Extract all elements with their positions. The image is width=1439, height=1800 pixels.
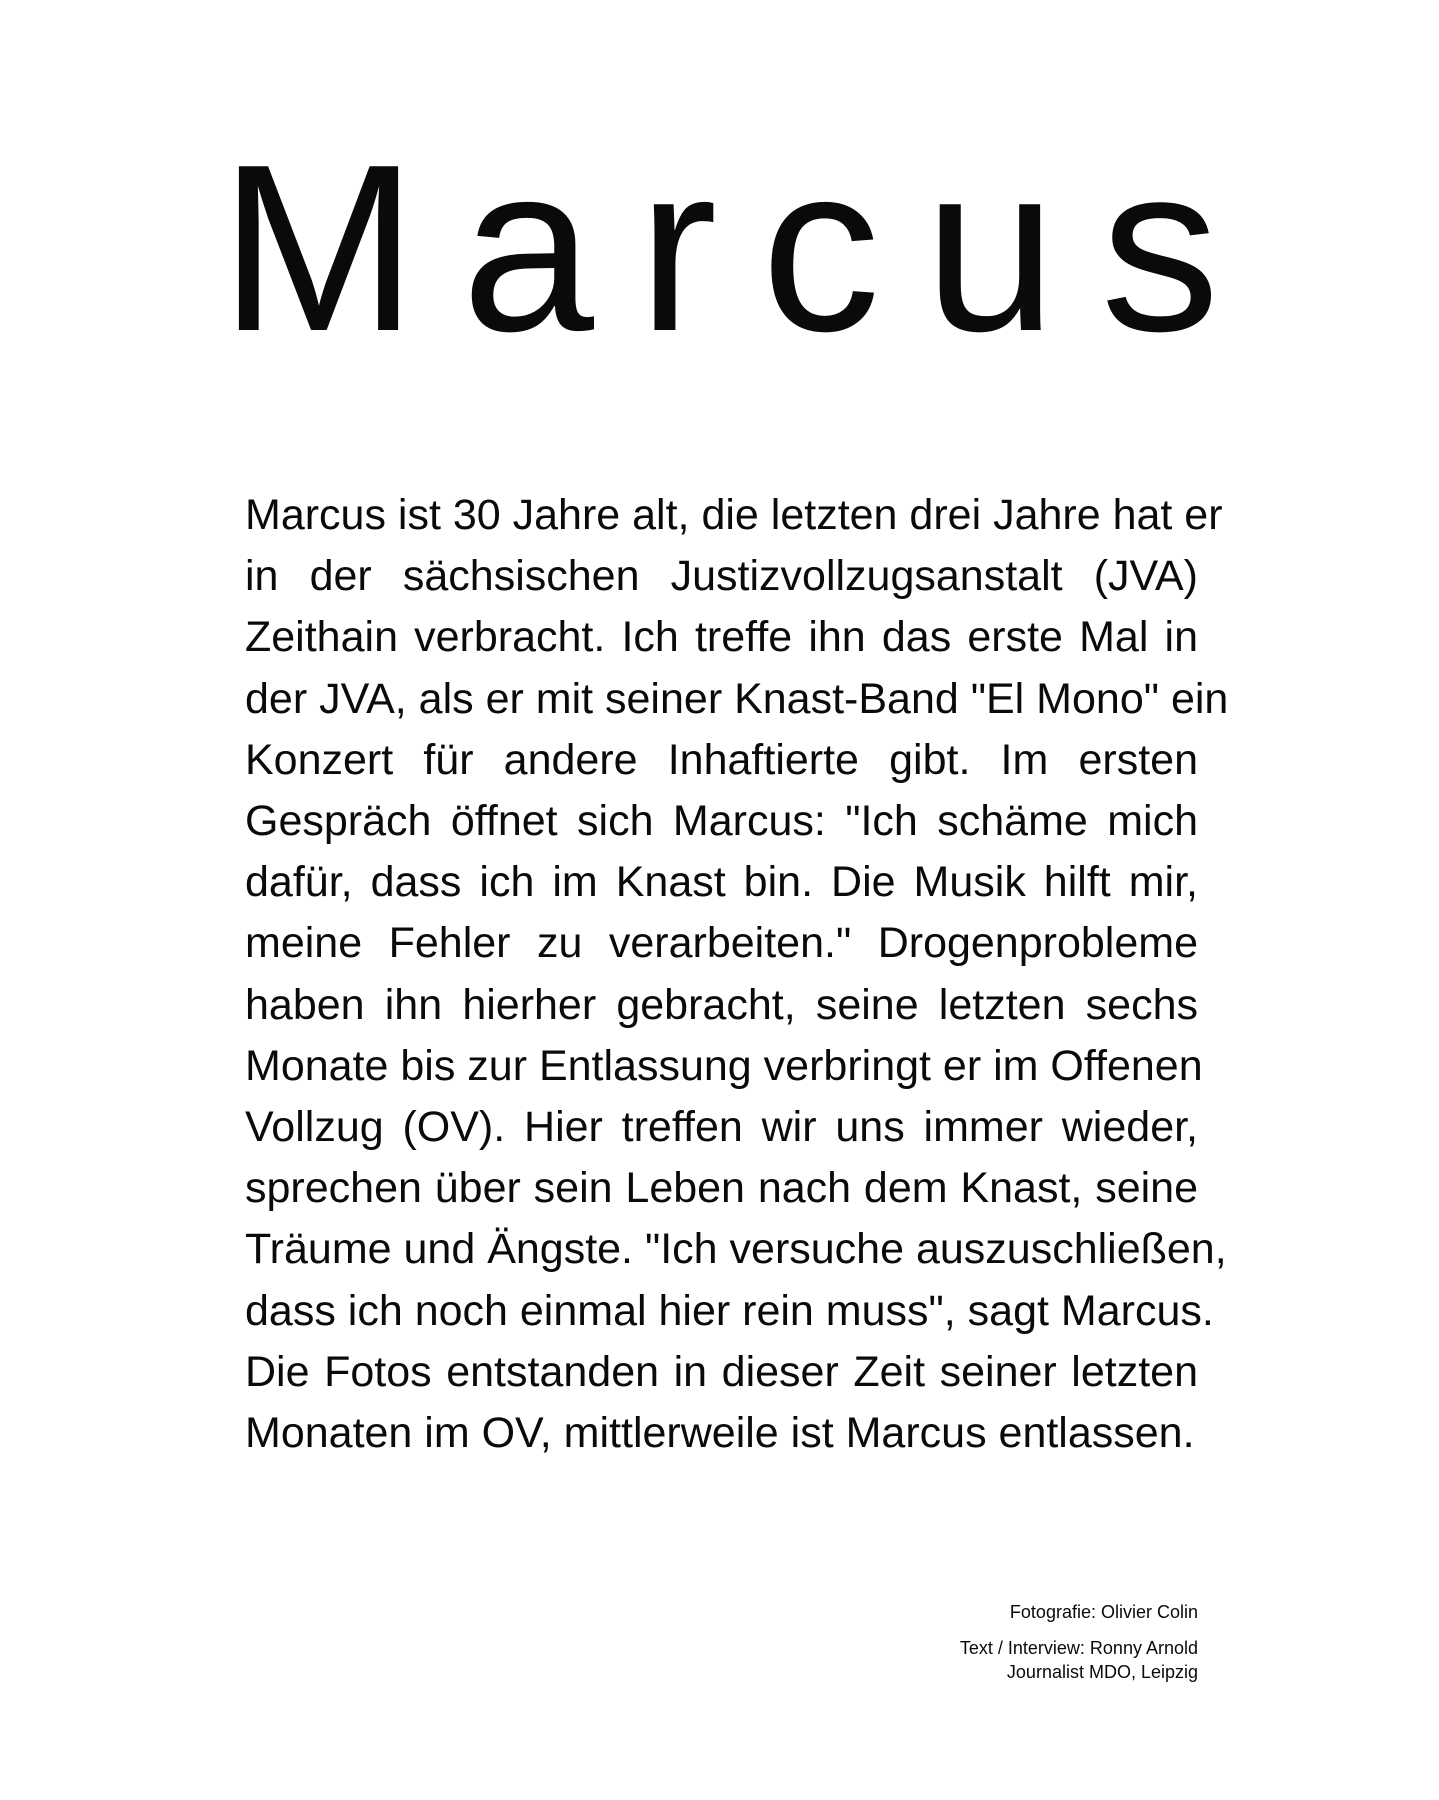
body-line: Vollzug (OV). Hier treffen wir uns immer wieder, bbox=[245, 1103, 1198, 1152]
body-line: Die Fotos entstanden in dieser Zeit seiner letzten bbox=[245, 1347, 1198, 1396]
body-line: Marcus ist 30 Jahre alt, die letzten drei Jahre hat er bbox=[245, 491, 1223, 539]
body-line: dafür, dass ich im Knast bin. Die Musik hilft mir, bbox=[245, 858, 1198, 907]
text-interview-credit: Text / Interview: Ronny Arnold bbox=[959, 1638, 1198, 1658]
credits bbox=[960, 1600, 1198, 1684]
body-line: Konzert für andere Inhaftierte gibt. Im ersten bbox=[245, 735, 1198, 784]
body-line: Monate bis zur Entlassung verbringt er im Offenen bbox=[245, 1041, 1203, 1090]
page-title: Marcus bbox=[219, 116, 1264, 381]
journalist-credit: Journalist MDO, Leipzig bbox=[1006, 1662, 1198, 1682]
body-line: Gespräch öffnet sich Marcus: "Ich schäme mich bbox=[245, 797, 1198, 846]
body-line: Zeithain verbracht. Ich treffe ihn das erste Mal in bbox=[245, 613, 1198, 662]
body-line: Träume und Ängste. "Ich versuche auszuschließen, bbox=[245, 1225, 1227, 1274]
body-line: der JVA, als er mit seiner Knast-Band "El Mono" ein bbox=[245, 674, 1229, 723]
body-paragraph bbox=[245, 485, 1229, 1464]
photo-credit: Fotografie: Olivier Colin bbox=[1009, 1602, 1198, 1622]
body-line: dass ich noch einmal hier rein muss", sagt Marcus. bbox=[245, 1286, 1214, 1335]
body-line: meine Fehler zu verarbeiten." Drogenprobleme bbox=[245, 919, 1198, 968]
body-line: in der sächsischen Justizvollzugsanstalt (JVA) bbox=[245, 552, 1198, 601]
body-line: haben ihn hierher gebracht, seine letzten sechs bbox=[245, 980, 1198, 1029]
body-line: Monaten im OV, mittlerweile ist Marcus entlassen. bbox=[245, 1409, 1195, 1458]
body-line: sprechen über sein Leben nach dem Knast, seine bbox=[245, 1164, 1198, 1213]
